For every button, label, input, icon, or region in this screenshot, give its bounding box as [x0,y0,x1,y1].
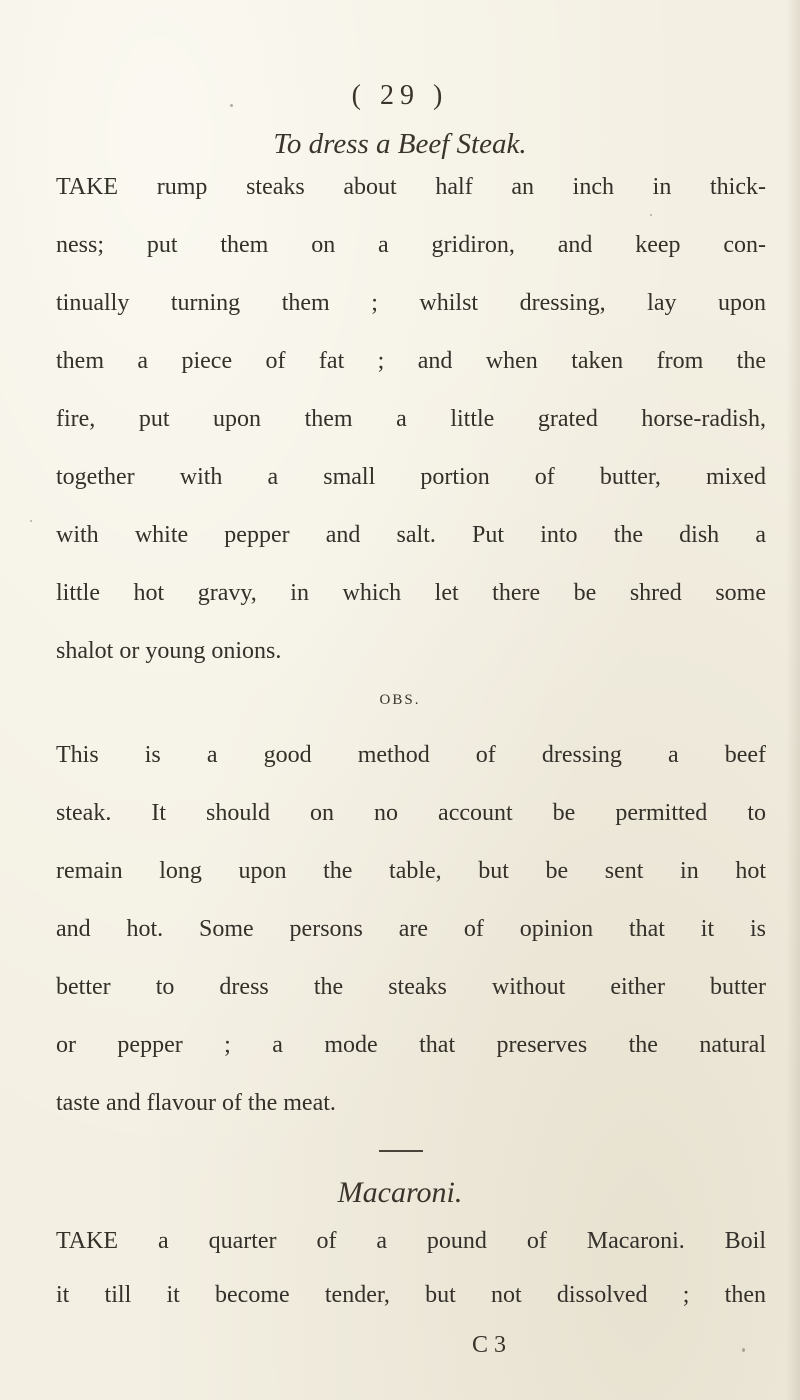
recipe-text-line: together with a small portion of butter, mixed [56,464,766,490]
obs-text-line: better to dress the steaks without either butter [56,974,766,1000]
paper-speck [30,520,32,522]
recipe-text-line: shalot or young onions. [56,638,282,664]
obs-text-line: This is a good method of dressing a beef [56,742,766,768]
paper-speck [230,104,233,107]
recipe-text-line: it till it become tender, but not dissolved ; then [56,1282,766,1308]
obs-text-line: steak. It should on no account be permitted to [56,800,766,826]
section-divider [379,1150,423,1152]
recipe-text-line: little hot gravy, in which let there be shred some [56,580,766,606]
recipe-title-beef-steak: To dress a Beef Steak. [273,128,527,160]
obs-text-line: and hot. Some persons are of opinion that it is [56,916,766,942]
obs-text-line: taste and flavour of the meat. [56,1090,336,1116]
obs-text-line: or pepper ; a mode that preserves the natural [56,1032,766,1058]
recipe-text-line: with white pepper and salt. Put into the dish a [56,522,766,548]
paper-speck [742,1348,745,1352]
paper-speck [650,214,652,216]
recipe-text-line: tinually turning them ; whilst dressing, lay upon [56,290,766,316]
recipe-text-line: TAKE a quarter of a pound of Macaroni. Boil [56,1228,766,1254]
recipe-text-line: them a piece of fat ; and when taken from the [56,348,766,374]
recipe-text-line: fire, put upon them a little grated horse-radish, [56,406,766,432]
page-number: ( 29 ) [351,80,449,111]
recipe-text-line: TAKE rump steaks about half an inch in thick- [56,174,766,200]
obs-heading: OBS. [379,692,421,708]
recipe-text-line: ness; put them on a gridiron, and keep con- [56,232,766,258]
printer-signature-mark: C 3 [472,1332,507,1358]
obs-text-line: remain long upon the table, but be sent in hot [56,858,766,884]
recipe-title-macaroni: Macaroni. [337,1176,463,1209]
